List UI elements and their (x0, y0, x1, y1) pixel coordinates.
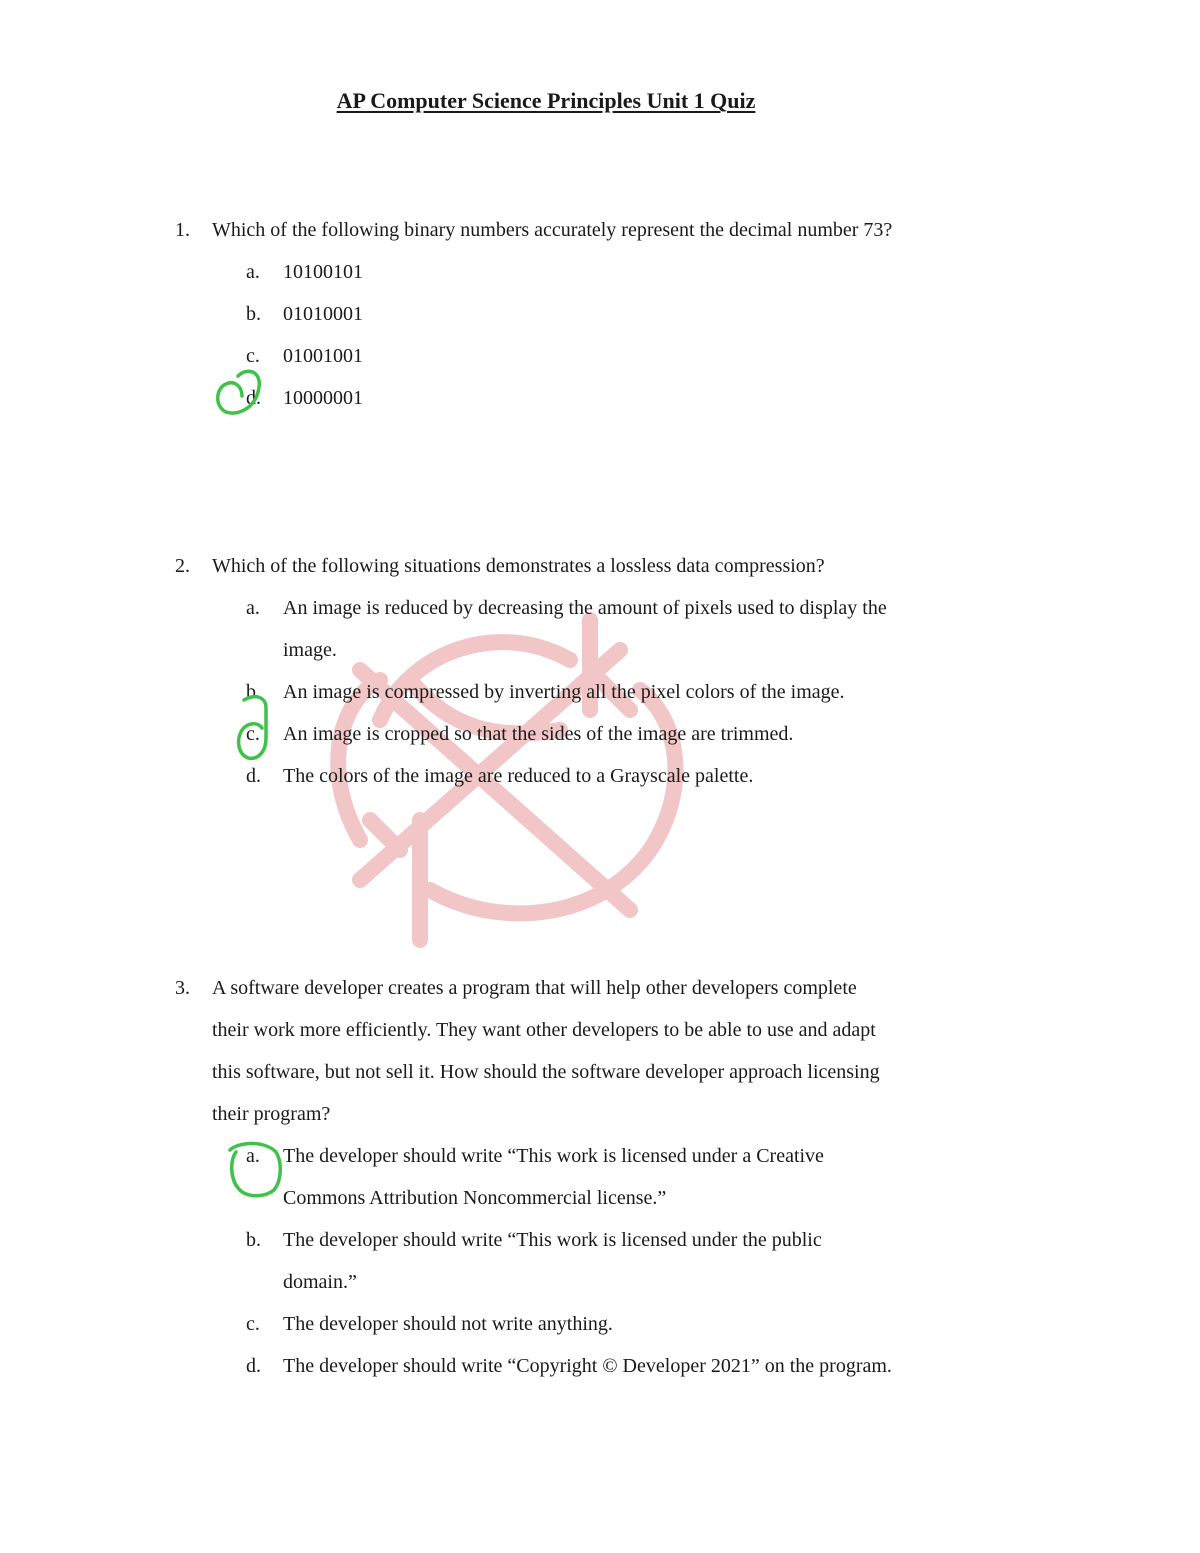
option-text: An image is cropped so that the sides of the image are trimmed. (283, 723, 794, 745)
option-letter: c. (246, 345, 260, 367)
option-letter: b. (246, 303, 261, 325)
option-c (246, 713, 895, 755)
option-text: An image is reduced by decreasing the amount of pixels used to display the image. (283, 597, 887, 661)
option-a (246, 587, 895, 671)
question-number: 3. (175, 977, 190, 999)
option-letter: b. (246, 681, 261, 703)
option-d (246, 755, 895, 797)
option-text: The developer should write “This work is licensed under the public domain.” (283, 1229, 822, 1293)
option-d (246, 377, 895, 419)
question-text: Which of the following situations demonstrates a lossless data compression? (212, 555, 825, 577)
option-list (175, 251, 895, 419)
option-letter: a. (246, 1145, 260, 1167)
question-text: Which of the following binary numbers accurately represent the decimal number 73? (212, 219, 893, 241)
question-3 (175, 967, 895, 1387)
question-2 (175, 545, 895, 797)
option-b (246, 1219, 895, 1303)
option-text: An image is compressed by inverting all the pixel colors of the image. (283, 681, 845, 703)
option-text: 01001001 (283, 345, 363, 367)
option-letter: d. (246, 387, 261, 409)
option-a (246, 251, 895, 293)
option-letter: b. (246, 1229, 261, 1251)
option-letter: d. (246, 765, 261, 787)
option-c (246, 335, 895, 377)
option-b (246, 671, 895, 713)
option-text: The developer should not write anything. (283, 1313, 613, 1335)
option-letter: c. (246, 723, 260, 745)
option-c (246, 1303, 895, 1345)
option-letter: a. (246, 597, 260, 619)
question-number: 2. (175, 555, 190, 577)
option-text: 10100101 (283, 261, 363, 283)
question-text: A software developer creates a program that will help other developers complete their work more efficiently. They want other developers to be able to use and adapt this software, but not sell it. How should the software developer approach licensing their program? (212, 977, 880, 1125)
option-letter: d. (246, 1355, 261, 1377)
option-d (246, 1345, 895, 1387)
quiz-title: AP Computer Science Principles Unit 1 Quiz (336, 88, 756, 113)
option-letter: c. (246, 1313, 260, 1335)
option-list (175, 1135, 895, 1387)
option-text: The colors of the image are reduced to a Grayscale palette. (283, 765, 754, 787)
option-b (246, 293, 895, 335)
option-text: The developer should write “Copyright © Developer 2021” on the program. (283, 1355, 892, 1377)
question-number: 1. (175, 219, 190, 241)
option-text: 10000001 (283, 387, 363, 409)
option-text: The developer should write “This work is licensed under a Creative Commons Attribution Noncommercial license.” (283, 1145, 824, 1209)
option-text: 01010001 (283, 303, 363, 325)
option-a (246, 1135, 895, 1219)
option-list (175, 587, 895, 797)
option-letter: a. (246, 261, 260, 283)
question-1 (175, 209, 895, 419)
